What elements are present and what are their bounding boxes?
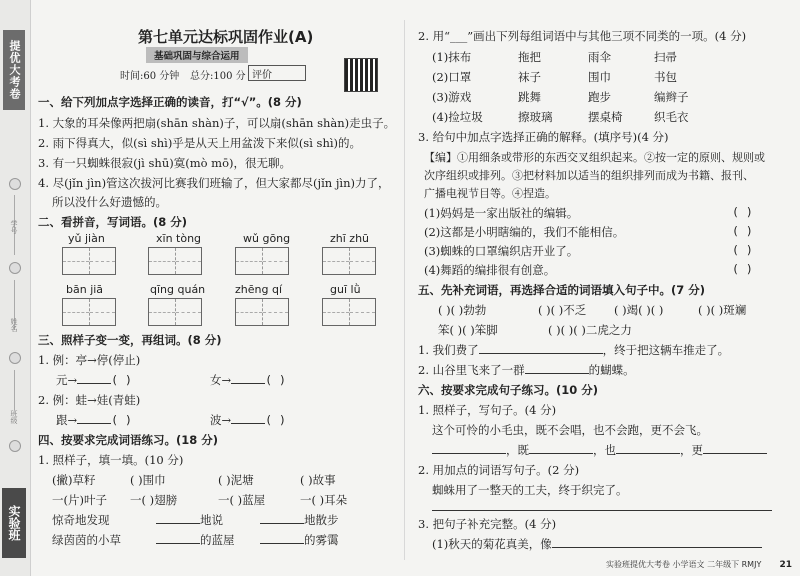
binding-hole: [9, 262, 21, 274]
answer-blank[interactable]: [260, 543, 304, 544]
connector: ，也: [593, 443, 616, 457]
question-2: 2. 用“___”画出下列每组词语中与其他三项不同类的一项。(4 分): [418, 29, 747, 43]
example-sentence: 这个可怜的小毛虫，既不会唱，也不会跑，更不会飞。: [432, 423, 708, 437]
idiom-fill[interactable]: ( )( )( )二虎之力: [548, 323, 632, 337]
logo: 实验班: [2, 488, 26, 558]
phrase-row: [156, 532, 235, 548]
meaning-item: (4)舞蹈的编排很有创意。: [424, 263, 556, 277]
writing-grid[interactable]: [62, 247, 116, 275]
sentence-row: [418, 362, 635, 378]
question-1-4: 4. 尽(jǐn jìn)管这次拔河比赛我们班输了，但大家都尽(jǐn jìn)力了，: [38, 176, 390, 190]
answer-blank[interactable]: [77, 383, 111, 384]
pinyin-label: yǔ jiàn: [68, 232, 105, 245]
meaning-item: (3)蜘蛛的口罩编织店开业了。: [424, 244, 579, 258]
page-spine: [404, 20, 405, 560]
question-6-3: 3. 把句子补充完整。(4 分): [418, 517, 557, 531]
phrase-row: [260, 532, 339, 548]
word-option: 袜子: [518, 70, 541, 84]
answer-blank[interactable]: [525, 373, 589, 374]
question-1-3: 3. 有一只蜘蛛很寂(jì shū)寞(mò mō)，很无聊。: [38, 156, 291, 170]
divider: [14, 370, 15, 410]
fill-item: ( )故事: [300, 473, 336, 487]
transform-row: 波→ ( ): [210, 413, 286, 427]
definition-line: 【编】①用细条或带形的东西交叉组织起来。②按一定的原则、规则或: [424, 151, 765, 164]
word-option: 雨伞: [588, 50, 611, 64]
idiom-fill[interactable]: ( )( )不乏: [538, 303, 587, 317]
writing-grid[interactable]: [62, 298, 116, 326]
qr-code[interactable]: [344, 58, 378, 92]
fill-item: 一( )翅膀: [130, 493, 178, 507]
phrase-example: 惊奇地发现: [52, 513, 110, 527]
transform-row: 跟→ ( ): [56, 413, 132, 427]
answer-paren[interactable]: ( ): [732, 243, 753, 257]
connector: ，既: [506, 443, 529, 457]
pinyin-label: guī lǜ: [330, 283, 361, 296]
section-1-title: 一、给下列加点字选择正确的读音，打“√”。(8 分): [38, 95, 302, 109]
meaning-item: (1)妈妈是一家出版社的编辑。: [424, 206, 579, 220]
sentence-row: [432, 442, 767, 458]
definition-line: 广播电视节目等。④捏造。: [424, 187, 556, 200]
sentence-suffix: ，终于把这辆车推走了。: [602, 343, 730, 357]
sentence-row: [418, 342, 729, 358]
binding-sidebar: [0, 0, 31, 576]
answer-paren[interactable]: ( ): [732, 262, 753, 276]
answer-paren[interactable]: ( ): [732, 224, 753, 238]
idiom-fill[interactable]: ( )( )勃勃: [438, 303, 487, 317]
phrase-suffix: 地散步: [304, 513, 339, 527]
answer-blank[interactable]: [231, 423, 265, 424]
writing-grid[interactable]: [148, 247, 202, 275]
transform-prompt: 跟→: [56, 413, 78, 427]
question-1-4-cont: 所以没什么好遗憾的。: [52, 195, 167, 209]
evaluation-box[interactable]: [248, 65, 306, 81]
phrase-example: 绿茵茵的小草: [52, 533, 121, 547]
example-sentence: 蜘蛛用了一整天的工夫，终于织完了。: [432, 483, 628, 497]
answer-blank[interactable]: [529, 453, 593, 454]
answer-paren[interactable]: ( ): [732, 205, 753, 219]
class-field-label: 学号: [10, 220, 18, 234]
page-title: 第七单元达标巩固作业(A): [138, 28, 314, 46]
brand-label: 提优大考卷: [3, 30, 25, 110]
answer-blank[interactable]: [77, 423, 111, 424]
word-option: (2)口罩: [432, 70, 472, 84]
answer-blank[interactable]: [156, 543, 200, 544]
pinyin-label: zhī zhū: [330, 232, 370, 245]
phrase-suffix: 的蓝屋: [200, 533, 235, 547]
idiom-fill[interactable]: ( )( )斑斓: [698, 303, 747, 317]
transform-prompt: 元→: [56, 373, 78, 387]
pinyin-label: bān jiā: [66, 283, 104, 296]
word-option: 摆桌椅: [588, 110, 623, 124]
word-option: 编辫子: [654, 90, 689, 104]
page-number: 21: [779, 560, 792, 570]
time-label: 时间:60 分钟: [120, 71, 180, 82]
answer-blank[interactable]: [552, 547, 762, 548]
binding-hole: [9, 178, 21, 190]
binding-hole: [9, 352, 21, 364]
answer-blank[interactable]: [432, 453, 506, 454]
fill-item: 一(片)叶子: [52, 493, 107, 507]
sentence-prefix: 2. 山谷里飞来了一群: [418, 363, 525, 377]
pinyin-label: xīn tòng: [156, 232, 202, 245]
meaning-item: (2)这都是小明瞎编的，我们不能相信。: [424, 225, 625, 239]
writing-grid[interactable]: [148, 298, 202, 326]
idiom-fill[interactable]: 笨( )( )笨脚: [438, 323, 498, 337]
sentence-prefix: (1)秋天的菊花真美，像: [432, 537, 552, 551]
section-5-title: 五、先补充词语，再选择合适的词语填入句子中。(7 分): [418, 283, 706, 297]
section-2-title: 二、看拼音，写词语。(8 分): [38, 215, 188, 229]
section-4-title: 四、按要求完成词语练习。(18 分): [38, 433, 219, 447]
question-6-2: 2. 用加点的词语写句子。(2 分): [418, 463, 580, 477]
writing-grid[interactable]: [235, 247, 289, 275]
word-option: 围巾: [588, 70, 611, 84]
evaluation-label: 评价: [252, 70, 272, 81]
fill-item: 一( )蓝屋: [218, 493, 266, 507]
transform-prompt: 波→: [210, 413, 232, 427]
question-3: 3. 给句中加点字选择正确的解释。(填序号)(4 分): [418, 130, 669, 144]
question-1-1: 1. 大象的耳朵像两把扇(shān shàn)子，可以扇(shān shàn)走虫子。: [38, 116, 396, 130]
class-label: 班级: [10, 410, 18, 424]
question-1-2: 2. 雨下得真大，似(sì shì)乎是从天上用盆泼下来似(sì shì)的。: [38, 136, 362, 150]
word-option: (1)抹布: [432, 50, 472, 64]
section-3-title: 三、照样子变一变，再组词。(8 分): [38, 333, 222, 347]
writing-grid[interactable]: [322, 298, 376, 326]
transform-prompt: 女→: [210, 373, 232, 387]
phrase-row: [156, 512, 223, 528]
question-6-1: 1. 照样子，写句子。(4 分): [418, 403, 557, 417]
sentence-row: [432, 536, 762, 552]
question-4-1: 1. 照样子，填一填。(10 分): [38, 453, 184, 467]
word-option: 擦玻璃: [518, 110, 553, 124]
word-option: 拖把: [518, 50, 541, 64]
connector: ，更: [680, 443, 703, 457]
name-field-label: 姓名: [10, 318, 18, 332]
pinyin-label: qīng quán: [150, 283, 206, 296]
transform-row: 女→ ( ): [210, 373, 286, 387]
sentence-suffix: 的蝴蝶。: [588, 363, 635, 377]
answer-blank[interactable]: [616, 453, 680, 454]
word-option: 扫帚: [654, 50, 677, 64]
definition-line: 次序组织或排列。③把材料加以适当的组织排列而成为书籍、报刊、: [424, 169, 754, 182]
example-2: 2. 例：蛙→娃(青蛙): [38, 393, 141, 407]
writing-grid[interactable]: [322, 247, 376, 275]
answer-blank[interactable]: [231, 383, 265, 384]
idiom-fill[interactable]: ( )竭( )( ): [614, 303, 664, 317]
pinyin-label: wǔ gōng: [243, 232, 291, 245]
footer-text: 实验班提优大考卷 小学语文 二年级下 RMJY: [606, 560, 762, 569]
word-option: 跑步: [588, 90, 611, 104]
answer-blank[interactable]: [260, 523, 304, 524]
word-option: 织毛衣: [654, 110, 689, 124]
phrase-row: [260, 512, 339, 528]
fill-item: ( )围巾: [130, 473, 166, 487]
fill-item: 一( )耳朵: [300, 493, 348, 507]
example-1: 1. 例：亭→停(停止): [38, 353, 141, 367]
sentence-prefix: 1. 我们费了: [418, 343, 479, 357]
binding-hole: [9, 440, 21, 452]
word-option: (3)游戏: [432, 90, 472, 104]
word-option: 书包: [654, 70, 677, 84]
section-6-title: 六、按要求完成句子练习。(10 分): [418, 383, 599, 397]
answer-blank[interactable]: [479, 353, 603, 354]
writing-grid[interactable]: [235, 298, 289, 326]
transform-row: 元→ ( ): [56, 373, 132, 387]
phrase-suffix: 地说: [200, 513, 223, 527]
subtitle-banner: 基础巩固与综合运用: [146, 47, 248, 63]
score-total-label: 总分:100 分: [190, 71, 246, 82]
word-option: (4)捡垃圾: [432, 110, 483, 124]
phrase-suffix: 的雾霭: [304, 533, 339, 547]
answer-blank[interactable]: [703, 453, 767, 454]
answer-blank[interactable]: [156, 523, 200, 524]
pinyin-label: zhēng qí: [235, 283, 283, 296]
word-option: 跳舞: [518, 90, 541, 104]
fill-item: (撇)草籽: [52, 473, 96, 487]
answer-line[interactable]: [432, 510, 772, 511]
fill-item: ( )泥塘: [218, 473, 254, 487]
